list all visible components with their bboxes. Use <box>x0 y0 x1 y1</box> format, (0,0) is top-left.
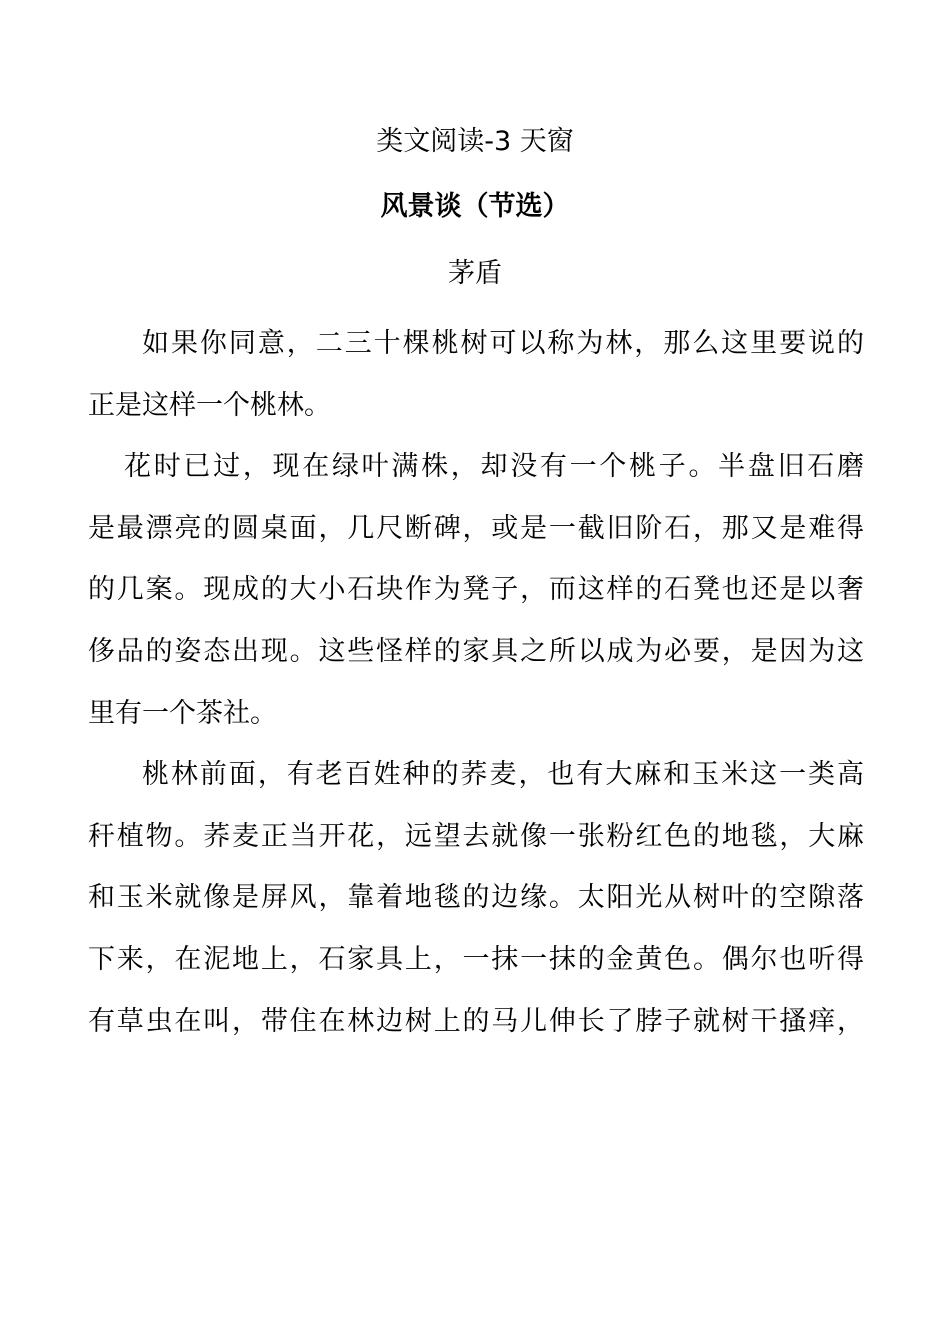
document-title: 类文阅读-3 天窗 <box>376 126 574 157</box>
paragraph-line: 如果你同意，二三十棵桃树可以称为林，那么这里要说的 <box>142 328 864 359</box>
paragraph-line: 有草虫在叫，带住在林边树上的马儿伸长了脖子就树干搔痒， <box>88 1005 864 1037</box>
paragraph-line: 的几案。现成的大小石块作为凳子，而这样的石凳也还是以奢 <box>88 574 864 606</box>
author-name: 茅盾 <box>448 258 502 289</box>
paragraph-line: 侈品的姿态出现。这些怪样的家具之所以成为必要，是因为这 <box>88 635 864 667</box>
paragraph-line: 是最漂亮的圆桌面，几尺断碑，或是一截旧阶石，那又是难得 <box>88 512 864 544</box>
paragraph-line: 下来，在泥地上，石家具上，一抹一抹的金黄色。偶尔也听得 <box>88 943 864 975</box>
essay-title: 风景谈（节选） <box>380 191 570 222</box>
paragraph-line: 桃林前面，有老百姓种的荞麦，也有大麻和玉米这一类高 <box>142 759 864 791</box>
essay-body <box>88 313 864 1052</box>
paragraph-line: 花时已过，现在绿叶满株，却没有一个桃子。半盘旧石磨 <box>124 451 864 483</box>
paragraph-line: 里有一个茶社。 <box>88 697 277 729</box>
paragraph-line: 和玉米就像是屏风，靠着地毯的边缘。太阳光从树叶的空隙落 <box>88 882 864 914</box>
paragraph-line: 正是这样一个桃林。 <box>88 389 331 421</box>
paragraph-line: 秆植物。荞麦正当开花，远望去就像一张粉红色的地毯，大麻 <box>88 820 864 852</box>
